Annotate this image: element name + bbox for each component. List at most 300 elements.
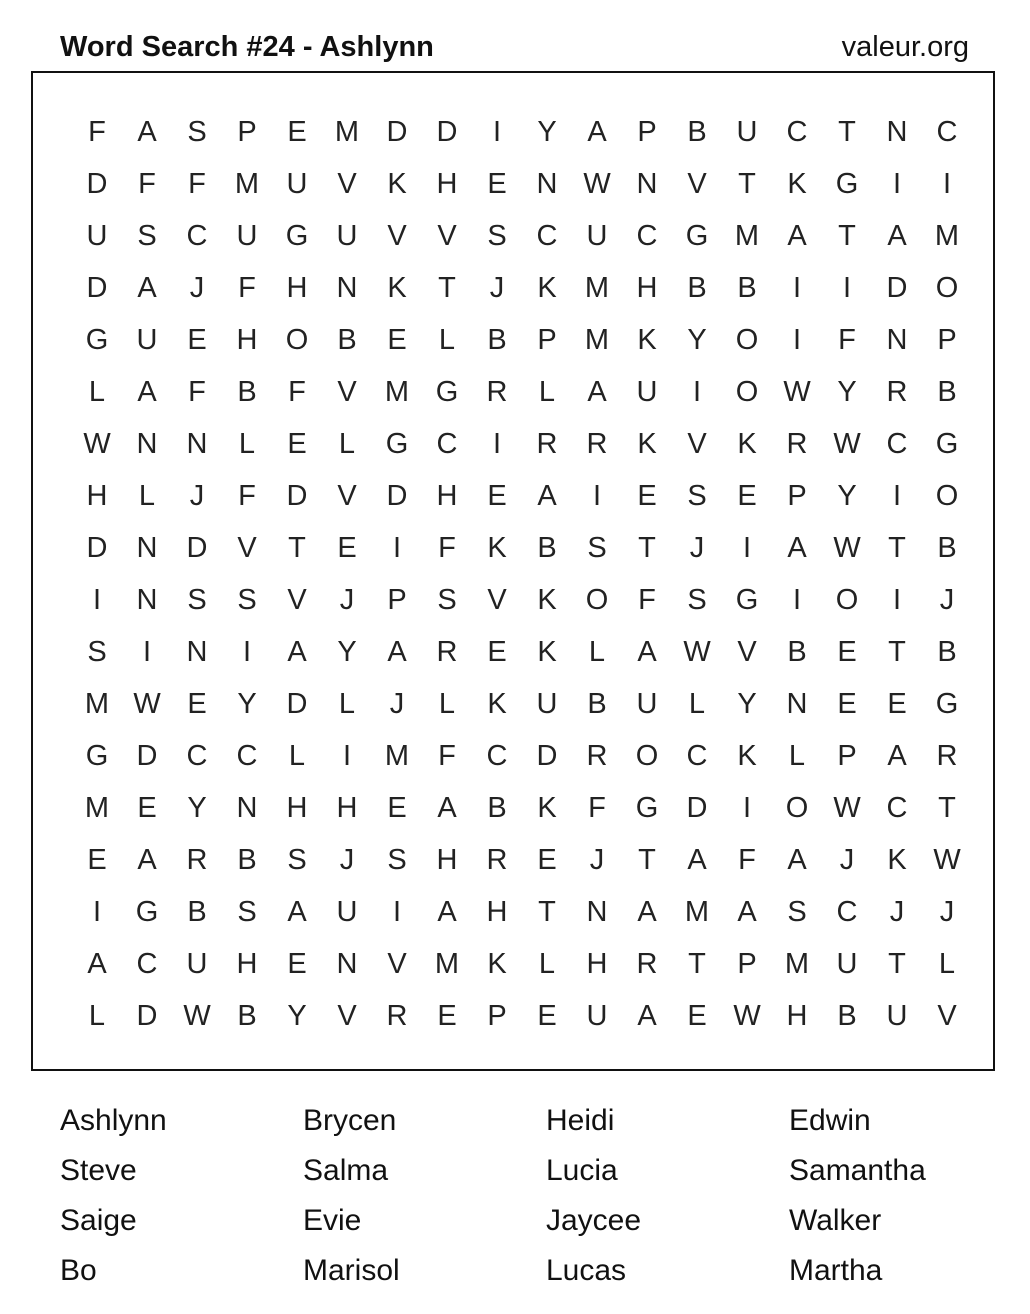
grid-letter: E	[137, 791, 157, 824]
grid-letter: H	[486, 895, 508, 928]
grid-letter: U	[336, 895, 358, 928]
word-list-item: Lucia	[546, 1154, 618, 1187]
grid-letter: D	[686, 791, 708, 824]
grid-letter: K	[487, 531, 507, 564]
grid-letter: M	[234, 167, 260, 200]
grid-letter: P	[787, 479, 807, 512]
grid-letter: W	[683, 635, 711, 668]
grid-letter: M	[584, 271, 610, 304]
grid-letter: V	[237, 531, 257, 564]
grid-letter: B	[687, 271, 707, 304]
grid-letter: W	[583, 167, 611, 200]
grid-letter: J	[939, 895, 955, 928]
grid-letter: I	[92, 583, 102, 616]
grid-letter: U	[586, 219, 608, 252]
grid-letter: R	[586, 427, 608, 460]
grid-letter: E	[887, 687, 907, 720]
grid-letter: A	[887, 219, 907, 252]
grid-letter: A	[687, 843, 707, 876]
grid-letter: K	[637, 427, 657, 460]
word-list-item: Martha	[789, 1254, 883, 1287]
grid-letter: H	[436, 479, 458, 512]
grid-letter: E	[387, 791, 407, 824]
grid-letter: A	[137, 271, 157, 304]
grid-letter: E	[287, 427, 307, 460]
grid-letter: S	[487, 219, 507, 252]
grid-letter: A	[787, 531, 807, 564]
grid-letter: L	[538, 947, 556, 980]
grid-letter: S	[287, 843, 307, 876]
grid-letter: L	[88, 999, 106, 1032]
grid-letter: Y	[837, 375, 857, 408]
grid-letter: J	[939, 583, 955, 616]
grid-letter: O	[735, 375, 759, 408]
word-list	[60, 1096, 1000, 1296]
grid-letter: T	[638, 531, 656, 564]
puzzle-title: Word Search #24 - Ashlynn	[60, 30, 434, 63]
grid-letter: E	[487, 479, 507, 512]
grid-letter: C	[686, 739, 708, 772]
grid-letter: K	[737, 739, 757, 772]
grid-letter: R	[536, 427, 558, 460]
grid-letter: L	[238, 427, 256, 460]
grid-letter: Y	[737, 687, 757, 720]
grid-letter: H	[236, 323, 258, 356]
grid-letter: K	[387, 271, 407, 304]
grid-letter: B	[687, 115, 707, 148]
grid-letter: N	[636, 167, 658, 200]
grid-letter: M	[84, 687, 110, 720]
grid-letter: J	[389, 687, 405, 720]
grid-letter: J	[889, 895, 905, 928]
grid-letter: D	[86, 167, 108, 200]
grid-letter: A	[137, 375, 157, 408]
grid-letter: R	[186, 843, 208, 876]
grid-letter: V	[337, 479, 357, 512]
grid-letter: R	[886, 375, 908, 408]
grid-letter: C	[786, 115, 808, 148]
grid-letter: L	[338, 427, 356, 460]
grid-letter: P	[837, 739, 857, 772]
grid-letter: B	[237, 843, 257, 876]
grid-letter: M	[684, 895, 710, 928]
word-list-item: Bo	[60, 1254, 97, 1287]
grid-letter: D	[186, 531, 208, 564]
grid-letter: N	[186, 635, 208, 668]
grid-letter: B	[787, 635, 807, 668]
grid-letter: I	[792, 323, 802, 356]
grid-letter: G	[85, 739, 109, 772]
grid-letter: I	[742, 531, 752, 564]
grid-letter: E	[487, 635, 507, 668]
word-list-item: Ashlynn	[60, 1104, 167, 1137]
grid-letter: G	[85, 323, 109, 356]
grid-letter: B	[937, 375, 957, 408]
grid-letter: L	[138, 479, 156, 512]
grid-letter: W	[733, 999, 761, 1032]
grid-letter: D	[286, 687, 308, 720]
grid-letter: Y	[237, 687, 257, 720]
grid-letter: K	[637, 323, 657, 356]
grid-letter: N	[886, 323, 908, 356]
grid-letter: R	[486, 843, 508, 876]
grid-letter: M	[84, 791, 110, 824]
grid-letter: G	[135, 895, 159, 928]
grid-letter: T	[538, 895, 556, 928]
grid-letter: O	[835, 583, 859, 616]
grid-letter: S	[187, 583, 207, 616]
grid-letter: E	[387, 323, 407, 356]
word-search-frame	[31, 71, 995, 1071]
grid-letter: U	[636, 687, 658, 720]
grid-letter: M	[934, 219, 960, 252]
grid-letter: I	[392, 531, 402, 564]
grid-letter: I	[142, 635, 152, 668]
grid-letter: R	[636, 947, 658, 980]
grid-letter: A	[87, 947, 107, 980]
grid-letter: A	[437, 895, 457, 928]
grid-letter: I	[892, 167, 902, 200]
grid-letter: O	[735, 323, 759, 356]
grid-letter: T	[838, 115, 856, 148]
grid-letter: A	[437, 791, 457, 824]
grid-letter: W	[833, 791, 861, 824]
grid-letter: S	[587, 531, 607, 564]
grid-letter: R	[936, 739, 958, 772]
grid-letter: M	[584, 323, 610, 356]
grid-letter: V	[337, 167, 357, 200]
grid-letter: V	[337, 999, 357, 1032]
grid-letter: N	[236, 791, 258, 824]
grid-letter: I	[792, 271, 802, 304]
word-list-item: Saige	[60, 1204, 137, 1237]
grid-letter: I	[92, 895, 102, 928]
grid-letter: P	[637, 115, 657, 148]
grid-letter: H	[236, 947, 258, 980]
grid-letter: W	[783, 375, 811, 408]
grid-letter: B	[537, 531, 557, 564]
grid-letter: P	[937, 323, 957, 356]
grid-letter: U	[236, 219, 258, 252]
grid-letter: U	[336, 219, 358, 252]
grid-letter: T	[838, 219, 856, 252]
grid-letter: A	[587, 115, 607, 148]
grid-letter: M	[334, 115, 360, 148]
grid-letter: E	[837, 635, 857, 668]
grid-letter: V	[737, 635, 757, 668]
grid-letter: D	[386, 479, 408, 512]
grid-letter: K	[787, 167, 807, 200]
grid-letter: B	[487, 791, 507, 824]
grid-letter: H	[286, 791, 308, 824]
grid-letter: M	[734, 219, 760, 252]
grid-letter: D	[136, 999, 158, 1032]
grid-letter: U	[636, 375, 658, 408]
grid-letter: T	[288, 531, 306, 564]
grid-letter: J	[339, 843, 355, 876]
grid-letter: Y	[337, 635, 357, 668]
grid-letter: O	[635, 739, 659, 772]
grid-letter: I	[492, 427, 502, 460]
grid-letter: F	[588, 791, 606, 824]
grid-letter: U	[586, 999, 608, 1032]
grid-letter: F	[188, 167, 206, 200]
grid-letter: L	[338, 687, 356, 720]
grid-letter: L	[688, 687, 706, 720]
grid-letter: S	[237, 895, 257, 928]
grid-letter: D	[86, 531, 108, 564]
grid-letter: E	[487, 167, 507, 200]
grid-letter: V	[387, 219, 407, 252]
word-list-item: Steve	[60, 1154, 137, 1187]
grid-letter: W	[833, 531, 861, 564]
grid-letter: L	[438, 687, 456, 720]
grid-letter: R	[486, 375, 508, 408]
grid-letter: A	[637, 895, 657, 928]
grid-letter: J	[589, 843, 605, 876]
grid-letter: W	[933, 843, 961, 876]
grid-letter: F	[438, 739, 456, 772]
grid-letter: E	[287, 115, 307, 148]
grid-letter: A	[537, 479, 557, 512]
grid-letter: O	[935, 479, 959, 512]
grid-letter: G	[735, 583, 759, 616]
grid-letter: K	[537, 635, 557, 668]
grid-letter: E	[537, 843, 557, 876]
word-list-item: Edwin	[789, 1104, 871, 1137]
grid-letter: Y	[537, 115, 557, 148]
grid-letter: K	[737, 427, 757, 460]
grid-letter: P	[737, 947, 757, 980]
grid-letter: L	[88, 375, 106, 408]
grid-letter: N	[586, 895, 608, 928]
grid-letter: A	[287, 635, 307, 668]
grid-letter: R	[786, 427, 808, 460]
grid-letter: T	[638, 843, 656, 876]
grid-letter: E	[187, 687, 207, 720]
grid-letter: I	[842, 271, 852, 304]
grid-letter: N	[536, 167, 558, 200]
grid-letter: T	[888, 531, 906, 564]
grid-letter: N	[786, 687, 808, 720]
grid-letter: V	[337, 375, 357, 408]
grid-letter: E	[87, 843, 107, 876]
grid-letter: D	[286, 479, 308, 512]
grid-letter: W	[183, 999, 211, 1032]
grid-letter: C	[486, 739, 508, 772]
word-list-item: Heidi	[546, 1104, 615, 1137]
grid-letter: R	[386, 999, 408, 1032]
grid-letter: K	[537, 271, 557, 304]
grid-letter: J	[689, 531, 705, 564]
grid-letter: Y	[287, 999, 307, 1032]
grid-letter: H	[286, 271, 308, 304]
grid-letter: I	[242, 635, 252, 668]
grid-letter: B	[237, 999, 257, 1032]
grid-letter: H	[436, 167, 458, 200]
grid-letter: D	[386, 115, 408, 148]
grid-letter: A	[787, 843, 807, 876]
grid-letter: C	[136, 947, 158, 980]
letter-grid	[72, 106, 972, 1042]
grid-letter: L	[538, 375, 556, 408]
grid-letter: R	[436, 635, 458, 668]
grid-letter: Y	[837, 479, 857, 512]
word-list-item: Lucas	[546, 1254, 627, 1287]
grid-letter: C	[936, 115, 958, 148]
grid-letter: A	[887, 739, 907, 772]
grid-letter: W	[83, 427, 111, 460]
grid-letter: B	[487, 323, 507, 356]
grid-letter: D	[536, 739, 558, 772]
grid-letter: A	[387, 635, 407, 668]
grid-letter: D	[86, 271, 108, 304]
grid-letter: T	[888, 947, 906, 980]
grid-letter: A	[787, 219, 807, 252]
grid-letter: F	[238, 479, 256, 512]
grid-letter: F	[738, 843, 756, 876]
grid-letter: V	[487, 583, 507, 616]
grid-letter: N	[136, 583, 158, 616]
grid-letter: S	[787, 895, 807, 928]
grid-letter: C	[886, 427, 908, 460]
grid-letter: U	[736, 115, 758, 148]
word-list-item: Salma	[303, 1154, 389, 1187]
grid-letter: U	[286, 167, 308, 200]
grid-letter: T	[888, 635, 906, 668]
grid-letter: G	[835, 167, 859, 200]
grid-letter: H	[636, 271, 658, 304]
grid-letter: A	[637, 999, 657, 1032]
grid-letter: F	[88, 115, 106, 148]
grid-letter: C	[436, 427, 458, 460]
grid-letter: G	[385, 427, 409, 460]
grid-letter: J	[189, 479, 205, 512]
grid-letter: H	[786, 999, 808, 1032]
grid-letter: M	[434, 947, 460, 980]
grid-letter: I	[392, 895, 402, 928]
grid-letter: G	[435, 375, 459, 408]
grid-letter: S	[237, 583, 257, 616]
grid-letter: I	[892, 583, 902, 616]
grid-letter: C	[236, 739, 258, 772]
grid-letter: U	[836, 947, 858, 980]
grid-letter: L	[588, 635, 606, 668]
grid-letter: E	[687, 999, 707, 1032]
grid-letter: W	[833, 427, 861, 460]
grid-letter: N	[186, 427, 208, 460]
grid-letter: F	[238, 271, 256, 304]
grid-letter: F	[638, 583, 656, 616]
word-list-item: Walker	[789, 1204, 882, 1237]
grid-letter: V	[687, 427, 707, 460]
grid-letter: T	[738, 167, 756, 200]
grid-letter: I	[892, 479, 902, 512]
grid-letter: I	[592, 479, 602, 512]
grid-letter: J	[339, 583, 355, 616]
grid-letter: J	[839, 843, 855, 876]
grid-letter: K	[537, 583, 557, 616]
grid-letter: T	[688, 947, 706, 980]
grid-letter: E	[737, 479, 757, 512]
grid-letter: D	[136, 739, 158, 772]
grid-letter: H	[86, 479, 108, 512]
word-list-item: Marisol	[303, 1254, 400, 1287]
grid-letter: B	[837, 999, 857, 1032]
grid-letter: B	[937, 635, 957, 668]
grid-letter: U	[886, 999, 908, 1032]
grid-letter: B	[337, 323, 357, 356]
grid-letter: H	[586, 947, 608, 980]
grid-letter: I	[742, 791, 752, 824]
grid-letter: U	[86, 219, 108, 252]
grid-letter: B	[587, 687, 607, 720]
grid-letter: C	[186, 219, 208, 252]
grid-letter: M	[384, 375, 410, 408]
grid-letter: K	[487, 947, 507, 980]
grid-letter: V	[387, 947, 407, 980]
grid-letter: N	[886, 115, 908, 148]
grid-letter: A	[137, 115, 157, 148]
grid-letter: A	[137, 843, 157, 876]
grid-letter: K	[887, 843, 907, 876]
grid-letter: N	[136, 427, 158, 460]
grid-letter: L	[288, 739, 306, 772]
grid-letter: Y	[187, 791, 207, 824]
grid-letter: D	[436, 115, 458, 148]
grid-letter: D	[886, 271, 908, 304]
grid-letter: F	[838, 323, 856, 356]
grid-letter: N	[336, 271, 358, 304]
grid-letter: C	[886, 791, 908, 824]
grid-letter: M	[784, 947, 810, 980]
grid-letter: V	[687, 167, 707, 200]
grid-letter: O	[935, 271, 959, 304]
grid-letter: E	[637, 479, 657, 512]
grid-letter: S	[437, 583, 457, 616]
grid-letter: I	[492, 115, 502, 148]
grid-letter: A	[587, 375, 607, 408]
grid-letter: O	[585, 583, 609, 616]
grid-letter: E	[187, 323, 207, 356]
grid-letter: S	[687, 479, 707, 512]
grid-letter: G	[935, 687, 959, 720]
grid-letter: I	[342, 739, 352, 772]
grid-letter: A	[287, 895, 307, 928]
grid-letter: P	[387, 583, 407, 616]
grid-letter: E	[837, 687, 857, 720]
grid-letter: N	[336, 947, 358, 980]
grid-letter: S	[187, 115, 207, 148]
grid-letter: E	[537, 999, 557, 1032]
grid-letter: F	[138, 167, 156, 200]
grid-letter: E	[337, 531, 357, 564]
grid-letter: O	[285, 323, 309, 356]
grid-letter: C	[636, 219, 658, 252]
grid-letter: C	[536, 219, 558, 252]
grid-letter: U	[136, 323, 158, 356]
grid-letter: F	[288, 375, 306, 408]
grid-letter: S	[137, 219, 157, 252]
grid-letter: B	[737, 271, 757, 304]
grid-letter: P	[537, 323, 557, 356]
grid-letter: G	[635, 791, 659, 824]
grid-letter: E	[437, 999, 457, 1032]
grid-letter: J	[189, 271, 205, 304]
site-name: valeur.org	[841, 30, 969, 63]
grid-letter: F	[438, 531, 456, 564]
grid-letter: K	[537, 791, 557, 824]
